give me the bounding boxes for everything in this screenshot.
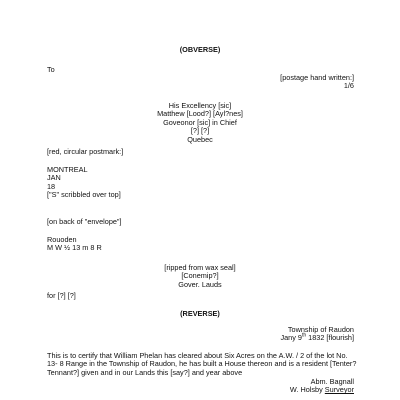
- seal-line: Gover. Lauds: [178, 279, 222, 289]
- address-block: [0, 102, 400, 144]
- signature-second-name: W. Holsby: [289, 385, 323, 395]
- postmark-line: ["S" scribbled over top]: [47, 190, 121, 200]
- date-line: [280, 334, 354, 342]
- envelope-back-line: M W ½ 13 m 8 R: [47, 243, 102, 253]
- address-line: His Excellency [sic]: [168, 101, 232, 110]
- postmark-block: [47, 166, 121, 200]
- signature-block: [290, 378, 354, 395]
- place-date-block: [280, 326, 354, 343]
- postmark-line: MONTREAL: [47, 165, 88, 174]
- address-line: [?] [?]: [190, 126, 210, 136]
- address-line: Quebec: [187, 134, 213, 144]
- signature-first: Abm. Bagnall: [310, 377, 354, 386]
- postmark-line: JAN: [47, 173, 61, 183]
- signature-second-title: Surveyor: [324, 385, 354, 395]
- date-superscript: th: [301, 332, 307, 339]
- seal-line: [ripped from wax seal]: [164, 263, 236, 272]
- seal-line: [Conemip?]: [181, 271, 219, 281]
- for-line: for [?] [?]: [47, 291, 76, 300]
- postage-value: 1/6: [343, 81, 354, 91]
- postmark-line: 18: [47, 181, 56, 191]
- place-line: Township of Raudon: [287, 325, 354, 334]
- address-line: Matthew [Lood?] [Ayl?nes]: [157, 109, 243, 119]
- address-line: Goveonor [sic] in Chief: [163, 117, 237, 127]
- envelope-back-block: [47, 236, 102, 253]
- envelope-back-note: [on back of "envelope"]: [47, 217, 122, 226]
- to-label: To: [47, 65, 55, 74]
- reverse-heading: (REVERSE): [180, 309, 220, 318]
- certificate-paragraph: This is to certify that William Phelan has cleared about Six Acres on the A.W. / 2 of the lot No. 13- 8 Range in the Township of Raudon, he has built a House thereon and is a resident [Tenter? Tennant?] given and in our Lands this [say?] and year above: [47, 351, 357, 377]
- obverse-heading: (OBVERSE): [179, 45, 221, 54]
- signature-second: [290, 386, 354, 394]
- date-prefix: Jany 9: [280, 333, 302, 343]
- postmark-note: [red, circular postmark:]: [47, 147, 124, 156]
- postage-block: [280, 74, 354, 91]
- seal-block: [0, 264, 400, 289]
- envelope-back-line: Rouoden: [47, 235, 77, 244]
- date-suffix: 1832 [flourish]: [306, 333, 354, 343]
- postage-note: [postage hand written:]: [280, 73, 354, 82]
